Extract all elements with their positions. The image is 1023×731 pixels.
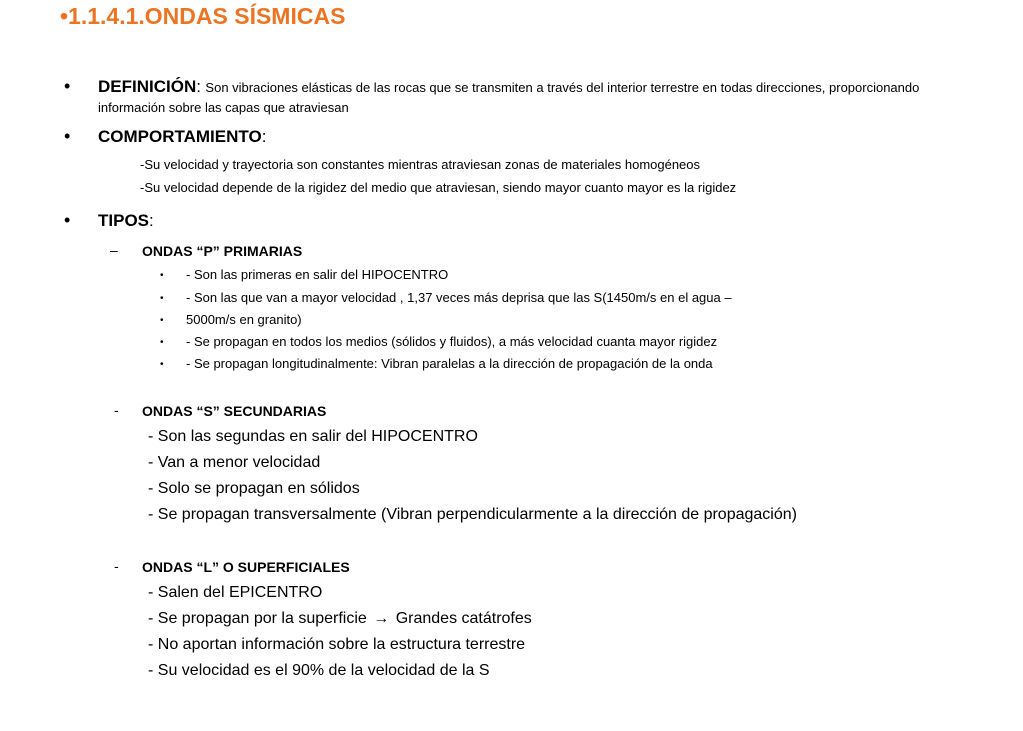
bullet-definicion: • bbox=[64, 76, 71, 96]
comportamiento-item-1: -Su velocidad y trayectoria son constantes mientras atraviesan zonas de materiales homogéneos bbox=[140, 157, 701, 172]
ondas-p-item-5: - Se propagan longitudinalmente: Vibran paralelas a la dirección de propagación de la onda bbox=[186, 356, 713, 371]
bullet-tipos: • bbox=[64, 210, 71, 230]
ondas-p-bullet-5: • bbox=[160, 359, 164, 370]
comportamiento-heading: COMPORTAMIENTO bbox=[98, 127, 262, 146]
ondas-l-item-3: - No aportan información sobre la estructura terrestre bbox=[148, 636, 526, 653]
page-title: •1.1.4.1.ONDAS SÍSMICAS bbox=[60, 3, 346, 29]
ondas-p-item-1: - Son las primeras en salir del HIPOCENTRO bbox=[186, 267, 449, 282]
tipos-colon: : bbox=[149, 211, 154, 230]
definicion-text-2: información sobre las capas que atraviesan bbox=[98, 100, 349, 115]
tipos-heading-row bbox=[98, 211, 154, 231]
ondas-s-item-4: - Se propagan transversalmente (Vibran perpendicularmente a la dirección de propagación) bbox=[148, 506, 797, 523]
ondas-p-item-3: 5000m/s en granito) bbox=[186, 312, 302, 327]
arrow-right-icon: → bbox=[373, 610, 390, 627]
ondas-l-item-2-after: Grandes catátrofes bbox=[395, 610, 532, 627]
ondas-l-item-2: - Se propagan por la superficie bbox=[148, 610, 367, 627]
ondas-p-bullet-4: • bbox=[160, 337, 164, 348]
ondas-l-item-2-row bbox=[148, 610, 532, 628]
ondas-p-bullet-3: • bbox=[160, 315, 164, 326]
definicion-line-1 bbox=[98, 77, 919, 97]
definicion-heading: DEFINICIÓN bbox=[98, 77, 197, 96]
ondas-s-item-3: - Solo se propagan en sólidos bbox=[148, 480, 360, 497]
ondas-p-bullet-2: • bbox=[160, 293, 164, 304]
ondas-l-item-1: - Salen del EPICENTRO bbox=[148, 584, 323, 601]
ondas-s-item-1: - Son las segundas en salir del HIPOCENTRO bbox=[148, 428, 478, 445]
comportamiento-heading-row bbox=[98, 127, 266, 147]
marker-ondas-p: – bbox=[110, 242, 118, 258]
tipos-heading: TIPOS bbox=[98, 211, 150, 230]
ondas-p-bullet-1: • bbox=[160, 270, 164, 281]
ondas-l-heading: ONDAS “L” O SUPERFICIALES bbox=[142, 559, 350, 575]
definicion-colon: : bbox=[196, 77, 201, 96]
marker-ondas-s: - bbox=[114, 402, 119, 418]
ondas-s-heading: ONDAS “S” SECUNDARIAS bbox=[142, 403, 327, 419]
bullet-comportamiento: • bbox=[64, 126, 71, 146]
comportamiento-colon: : bbox=[261, 127, 267, 146]
ondas-p-item-4: - Se propagan en todos los medios (sólidos y fluidos), a más velocidad cuanta mayor rigidez bbox=[186, 334, 718, 349]
marker-ondas-l: - bbox=[114, 558, 119, 574]
ondas-p-item-2: - Son las que van a mayor velocidad , 1,37 veces más deprisa que las S(1450m/s en el agua – bbox=[186, 290, 732, 305]
definicion-text-1: Son vibraciones elásticas de las rocas que se transmiten a través del interior terrestre en todas direcciones, proporcionando bbox=[205, 80, 920, 95]
ondas-p-heading: ONDAS “P” PRIMARIAS bbox=[142, 243, 303, 259]
comportamiento-item-2: -Su velocidad depende de la rigidez del medio que atraviesan, siendo mayor cuanto mayor es la rigidez bbox=[140, 180, 737, 195]
ondas-l-item-4: - Su velocidad es el 90% de la velocidad de la S bbox=[148, 662, 490, 679]
ondas-s-item-2: - Van a menor velocidad bbox=[148, 454, 321, 471]
